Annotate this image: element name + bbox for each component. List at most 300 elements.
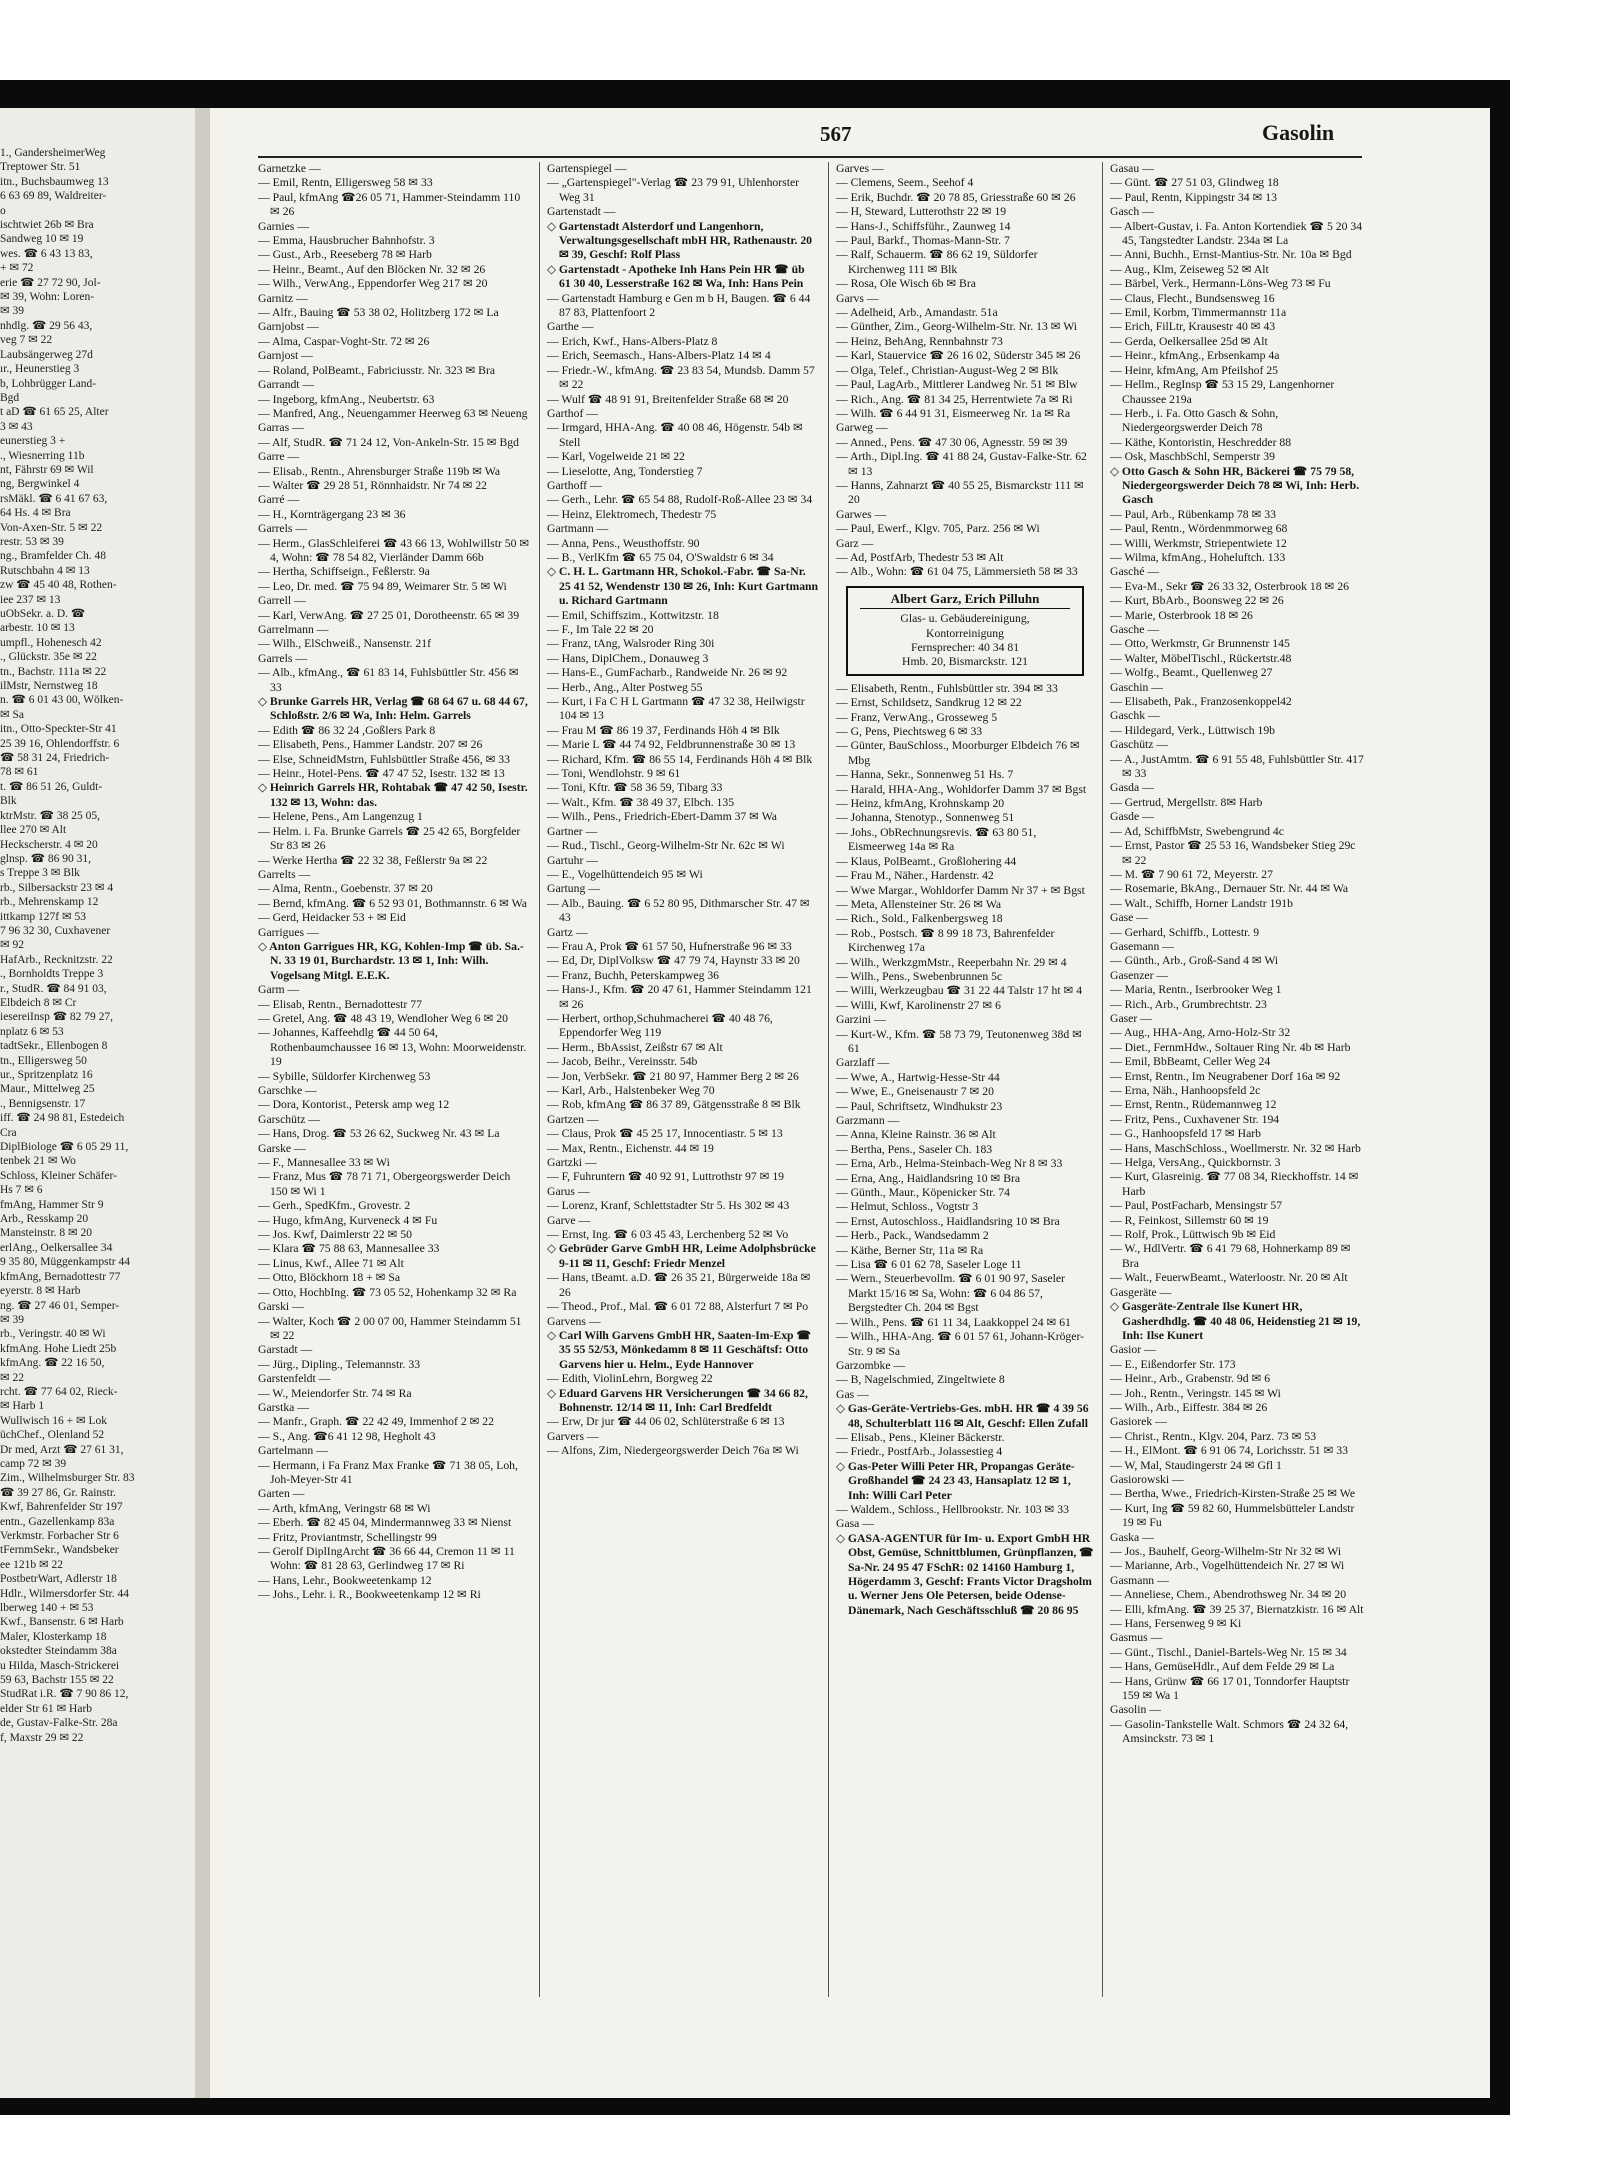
column-divider — [1102, 162, 1103, 1997]
surname-heading: Gartuhr — — [547, 853, 598, 867]
directory-entry: — Karl, Arb., Halstenbeker Weg 70 — [547, 1084, 715, 1097]
directory-entry: — Irmgard, HHA-Ang. ☎ 40 08 46, Högenstr. 54b ✉ Stell — [547, 421, 803, 449]
directory-entry: — Hans-J., Kfm. ☎ 20 47 61, Hammer Steindamm 121 ✉ 26 — [547, 983, 812, 1011]
surname-heading: Garus — — [547, 1184, 590, 1198]
directory-entry: — Eberh. ☎ 82 45 04, Mindermannweg 33 ✉ Nienst — [258, 1516, 512, 1530]
directory-entry: — Edith, ViolinLehrn, Borgweg 22 — [547, 1372, 713, 1386]
directory-entry: — Willi, Werkmstr, Striepentwiete 12 — [1110, 536, 1287, 550]
directory-entry: — Alf, StudR. ☎ 71 24 12, Von-Ankeln-Str. 15 ✉ Bgd — [258, 435, 519, 449]
directory-entry: — Paul, PostFacharb, Mensingstr 57 — [1110, 1199, 1283, 1213]
left-page-fragment: HafArb., Recknitzstr. 22 — [0, 953, 113, 966]
directory-entry: — Günth., Arb., Groß-Sand 4 ✉ Wi — [1110, 954, 1279, 968]
directory-entry: — Arth, kfmAng, Veringstr 68 ✉ Wi — [258, 1501, 431, 1515]
directory-entry: — Wilh., HHA-Ang. ☎ 6 01 57 61, Johann-Kröger-Str. 9 ✉ Sa — [836, 1330, 1085, 1358]
left-page-fragment: Elbdeich 8 ✉ Cr — [0, 996, 77, 1009]
surname-heading: Garweg — — [836, 421, 888, 435]
directory-entry: — Elisab., Pens., Kleiner Bäckerstr. — [836, 1430, 1005, 1444]
business-entry: ◇ Anton Garrigues HR, KG, Kohlen-Imp ☎ üb. Sa.-N. 33 19 01, Burchardstr. 13 ✉ 1, Inh: Wilh. Vogelsang Mitgl. E.E.K. — [258, 939, 524, 982]
left-page-fragment: Rutschbahn 4 ✉ 13 — [0, 564, 90, 577]
directory-entry: — Ernst, Schildsetz, Sandkrug 12 ✉ 22 — [836, 696, 1022, 710]
directory-entry: — H., ElMont. ☎ 6 91 06 74, Lorichsstr. 51 ✉ 33 — [1110, 1444, 1348, 1458]
surname-heading: Garrels — — [258, 522, 308, 536]
directory-entry: — Sybille, Süldorfer Kirchenweg 53 — [258, 1069, 431, 1083]
left-page-fragment: rb., Veringstr. 40 ✉ Wi — [0, 1328, 106, 1341]
directory-entry: — Helm. i. Fa. Brunke Garrels ☎ 25 42 65, Borgfelder Str 83 ✉ 26 — [258, 824, 521, 853]
directory-entry: — Heinz, BehAng, Rennbahnstr 73 — [836, 334, 1003, 348]
left-page-fragment: Hdlr., Wilmersdorfer Str. 44 — [0, 1587, 130, 1600]
surname-heading: Gasenzer — — [1110, 968, 1169, 982]
directory-entry: — Gertrud, Mergellstr. 8✉ Harb — [1110, 795, 1263, 809]
directory-entry: — Paul, Rentn, Kippingstr 34 ✉ 13 — [1110, 190, 1277, 204]
surname-heading: Gasde — — [1110, 810, 1154, 824]
directory-entry: — Ernst, Pastor ☎ 25 53 16, Wandsbeker Stieg 29c ✉ 22 — [1110, 839, 1356, 867]
left-page-fragment: tFernmSekr., Wandsbeker — [0, 1544, 119, 1557]
directory-entry: — Willi, Werkzeugbau ☎ 31 22 44 Talstr 17 ht ✉ 4 — [836, 984, 1083, 998]
ad-divider — [860, 608, 1070, 609]
surname-heading: Gasior — — [1110, 1343, 1156, 1357]
surname-heading: Garschütz — — [258, 1112, 320, 1126]
directory-entry: — Herb., Pack., Wandsedamm 2 — [836, 1229, 989, 1243]
surname-heading: Garrelmann — — [258, 623, 329, 636]
left-page-fragment: lberweg 140 + ✉ 53 — [0, 1602, 94, 1615]
directory-entry: — E., Vogelhüttendeich 95 ✉ Wi — [547, 867, 703, 881]
directory-entry: — „Gartenspiegel"-Verlag ☎ 23 79 91, Uhlenhorster Weg 31 — [547, 176, 800, 204]
column-divider — [539, 162, 540, 1997]
directory-entry: — Harald, HHA-Ang., Wohldorfer Damm 37 ✉ Bgst — [836, 782, 1087, 796]
left-page-fragment: arbestr. 10 ✉ 13 — [0, 622, 75, 635]
surname-heading: Gasa — — [836, 1517, 874, 1531]
directory-entry: — Wilh., Pens., Swebenbrunnen 5c — [836, 969, 1003, 983]
surname-heading: Garm — — [258, 983, 300, 997]
directory-entry: — Ad, SchiffbMstr, Swebengrund 4c — [1110, 824, 1284, 838]
surname-heading: Gasemann — — [1110, 939, 1174, 953]
surname-heading: Garrell — — [258, 594, 306, 608]
directory-entry: — Heinr., Beamt., Auf den Blöcken Nr. 32 ✉ 26 — [258, 262, 486, 276]
directory-entry: — Heinz, kfmAng, Krohnskamp 20 — [836, 797, 1005, 811]
directory-entry: — Frau M ☎ 86 19 37, Ferdinands Höh 4 ✉ Blk — [547, 723, 780, 737]
directory-entry: — Adelheid, Arb., Amandastr. 51a — [836, 306, 998, 320]
directory-entry: — Albert-Gustav, i. Fa. Anton Kortendiek ☎ 5 20 34 45, Tangstedter Landstr. 234a ✉ La — [1110, 219, 1363, 248]
directory-entry: — W, Mal, Staudingerstr 24 ✉ Gfl 1 — [1110, 1458, 1282, 1472]
directory-entry: — Rob, kfmAng ☎ 86 37 89, Gätgensstraße 8 ✉ Blk — [547, 1098, 801, 1112]
directory-entry: — Hans, Drog. ☎ 53 26 62, Suckweg Nr. 43 ✉ La — [258, 1127, 500, 1141]
directory-entry: — Erna, Arb., Helma-Steinbach-Weg Nr 8 ✉ 33 — [836, 1157, 1063, 1171]
directory-entry: — Ad, PostfArb, Thedestr 53 ✉ Alt — [836, 550, 1004, 564]
directory-entry: — Bärbel, Verk., Hermann-Löns-Weg 73 ✉ Fu — [1110, 277, 1331, 291]
directory-entry: — Gretel, Ang. ☎ 48 43 19, Wendloher Weg 6 ✉ 20 — [258, 1011, 508, 1025]
surname-heading: Gartung — — [547, 882, 600, 896]
business-entry: ◇ Carl Wilh Garvens GmbH HR, Saaten-Im-Exp ☎ 35 55 52/53, Mönkedamm 8 ✉ 11 Geschäftsf: Otto Garvens hier u. Helm., Eyde Hannover — [547, 1328, 812, 1371]
left-page-fragment: rb., Silbersackstr 23 ✉ 4 — [0, 881, 114, 894]
directory-entry: — Alb., kfmAng., ☎ 61 83 14, Fuhlsbüttler Str. 456 ✉ 33 — [258, 666, 519, 694]
surname-heading: Gasgeräte — — [1110, 1285, 1172, 1299]
left-page-fragment: 7 96 32 30, Cuxhavener — [0, 924, 111, 937]
directory-entry: — Wilh., WerkzgmMstr., Reeperbahn Nr. 29 ✉ 4 — [836, 955, 1067, 969]
surname-heading: Gasda — — [1110, 781, 1154, 795]
directory-entry: — Max, Rentn., Eichenstr. 44 ✉ 19 — [547, 1141, 714, 1155]
left-page-fragment: Arb., Resskamp 20 — [0, 1213, 89, 1226]
surname-heading: Garstadt — — [258, 1343, 313, 1357]
directory-entry: — Heinz, Elektromech, Thedestr 75 — [547, 507, 717, 521]
left-page-fragment: o — [0, 204, 6, 217]
left-page-fragment: ✉ 39, Wohn: Loren- — [0, 291, 95, 304]
surname-heading: Garvers — — [547, 1429, 599, 1443]
surname-heading: Garrandt — — [258, 378, 315, 392]
directory-entry: — Ralf, Schauerm. ☎ 86 62 19, Süldorfer Kirchenweg 111 ✉ Blk — [836, 248, 1038, 276]
directory-entry: — Claus, Prok ☎ 45 25 17, Innocentiastr. 5 ✉ 13 — [547, 1127, 783, 1141]
left-page-fragment: camp 72 ✉ 39 — [0, 1457, 67, 1470]
surname-heading: Garnjost — — [258, 349, 313, 363]
directory-entry: — Wilma, kfmAng., Hoheluftch. 133 — [1110, 550, 1286, 564]
surname-heading: Garthe — — [547, 320, 594, 334]
directory-entry: — Hans, DiplChem., Donauweg 3 — [547, 651, 709, 665]
directory-entry: — Wwe Margar., Wohldorfer Damm Nr 37 + ✉ Bgst — [836, 883, 1085, 897]
directory-entry: — Eva-M., Sekr ☎ 26 33 32, Osterbrook 18 ✉ 26 — [1110, 579, 1349, 593]
directory-entry: — Hans, GemüseHdlr., Auf dem Felde 29 ✉ La — [1110, 1660, 1335, 1674]
left-page-fragment: ., Glückstr. 35e ✉ 22 — [0, 651, 97, 664]
directory-entry: — Karl, VerwAng. ☎ 27 25 01, Dorotheenstr. 65 ✉ 39 — [258, 608, 520, 622]
directory-entry: — Rosemarie, BkAng., Dernauer Str. Nr. 44 ✉ Wa — [1110, 882, 1349, 896]
directory-entry: — Frau A, Prok ☎ 61 57 50, Hufnerstraße 96 ✉ 33 — [547, 939, 792, 953]
directory-entry: — Jos. Kwf, Daimlerstr 22 ✉ 50 — [258, 1228, 412, 1242]
left-page-fragment: Von-Axen-Str. 5 ✉ 22 — [0, 521, 103, 534]
surname-heading: Gartenstadt — — [547, 205, 616, 219]
left-page-fragment: Schloss, Kleiner Schäfer- — [0, 1169, 117, 1182]
business-entry: ◇ Gas-Peter Willi Peter HR, Propangas Geräte-Großhandel ☎ 24 23 43, Hansaplatz 12 ✉ 1, Inh: Willi Carl Peter — [836, 1459, 1075, 1502]
left-page-fragment: Maur., Mittelweg 25 — [0, 1083, 95, 1096]
left-page-fragment: 6 63 69 89, Waldreiter- — [0, 190, 107, 203]
directory-entry: — Anni, Buchh., Ernst-Mantius-Str. Nr. 10a ✉ Bgd — [1110, 248, 1352, 262]
directory-entry: — Hanna, Sekr., Sonnenweg 51 Hs. 7 — [836, 768, 1014, 782]
surname-heading: Gaschin — — [1110, 680, 1163, 694]
business-entry: ◇ Gartenstadt - Apotheke Inh Hans Pein HR ☎ üb 61 30 40, Lesserstraße 162 ✉ Wa, Inh: Hans Pein — [547, 262, 805, 291]
left-page-fragment: kfmAng. ☎ 22 16 50, — [0, 1357, 105, 1370]
directory-entry: — B., VerlKfm ☎ 65 75 04, O'Swaldstr 6 ✉ 34 — [547, 550, 774, 564]
surname-heading: Gasmann — — [1110, 1573, 1169, 1587]
directory-entry: — Christ., Rentn., Klgv. 204, Parz. 73 ✉ 53 — [1110, 1429, 1317, 1443]
directory-column-1 — [258, 162, 530, 2012]
directory-entry: — Käthe, Berner Str, 11a ✉ Ra — [836, 1243, 984, 1257]
business-entry: ◇ Brunke Garrels HR, Verlag ☎ 68 64 67 u. 68 44 67, Schloßstr. 2/6 ✉ Wa, Inh: Helm. Garrels — [258, 695, 528, 723]
left-page-fragment: ktrMstr. ☎ 38 25 05, — [0, 809, 100, 822]
left-page-fragment: ✉ Harb 1 — [0, 1400, 45, 1413]
business-entry: ◇ Heinrich Garrels HR, Rohtabak ☎ 47 42 50, Isestr. 132 ✉ 13, Wohn: das. — [258, 781, 528, 809]
directory-entry: — Jon, VerbSekr. ☎ 21 80 97, Hammer Berg 2 ✉ 26 — [547, 1069, 799, 1083]
surname-heading: Gartmann — — [547, 522, 609, 536]
left-page-fragment: üchChef., Olenland 52 — [0, 1429, 105, 1442]
advertisement-box — [846, 586, 1084, 676]
directory-entry: — Bernd, kfmAng. ☎ 6 52 93 01, Bothmannstr. 6 ✉ Wa — [258, 896, 527, 910]
directory-entry: — Elisabeth, Rentn., Fuhlsbüttler str. 394 ✉ 33 — [836, 681, 1058, 695]
directory-entry: — Lorenz, Kranf, Schlettstadter Str 5. Hs 302 ✉ 43 — [547, 1199, 790, 1213]
directory-entry: — Hermann, i Fa Franz Max Franke ☎ 71 38 05, Loh, Joh-Meyer-Str 41 — [258, 1458, 518, 1486]
left-page-fragment: StudRat i.R. ☎ 7 90 86 12, — [0, 1688, 129, 1701]
left-page-fragment: ., Wiesnerring 11b — [0, 449, 85, 462]
directory-entry: — Gust., Arb., Reeseberg 78 ✉ Harb — [258, 248, 432, 262]
directory-entry: — Erik, Buchdr. ☎ 20 78 85, Griesstraße 60 ✉ 26 — [836, 190, 1076, 204]
left-page-fragment: Dr med, Arzt ☎ 27 61 31, — [0, 1443, 124, 1456]
directory-entry: — Franz, VerwAng., Grosseweg 5 — [836, 710, 998, 724]
directory-entry: — Elisabeth, Pens., Hammer Landstr. 207 ✉ 26 — [258, 738, 483, 752]
directory-entry: — Erna, Ang., Haidlandsring 10 ✉ Bra — [836, 1171, 1021, 1185]
left-page-fragment: 64 Hs. 4 ✉ Bra — [0, 507, 71, 520]
directory-entry: — Ernst, Ing. ☎ 6 03 45 43, Lerchenberg 52 ✉ Vo — [547, 1228, 789, 1242]
directory-entry: — Alfr., Bauing ☎ 53 38 02, Holitzberg 172 ✉ La — [258, 306, 499, 320]
directory-entry: — Wilh., ElSchweiß., Nansenstr. 21f — [258, 637, 431, 651]
directory-entry: — Walter, Koch ☎ 2 00 07 00, Hammer Steindamm 51 ✉ 22 — [258, 1314, 522, 1342]
directory-entry: — Paul, LagArb., Mittlerer Landweg Nr. 51 ✉ Blw — [836, 378, 1078, 392]
directory-entry: — Heinr, kfmAng, Am Pfeilshof 25 — [1110, 363, 1279, 377]
directory-entry: — Friedr.-W., kfmAng. ☎ 23 83 54, Mundsb. Damm 57 ✉ 22 — [547, 363, 815, 392]
directory-entry: — Rolf, Prok., Lüttwisch 9b ✉ Eid — [1110, 1228, 1276, 1242]
directory-entry: — Alb., Bauing. ☎ 6 52 80 95, Dithmarscher Str. 47 ✉ 43 — [547, 896, 810, 925]
directory-entry: — Johs., ObRechnungsrevis. ☎ 63 80 51, Eismeerweg 14a ✉ Ra — [836, 825, 1037, 854]
left-page-fragment: 59 63, Bachstr 155 ✉ 22 — [0, 1674, 114, 1687]
directory-entry: — Hugo, kfmAng, Kurveneck 4 ✉ Fu — [258, 1213, 438, 1227]
directory-entry: — Herm., GlasSchleiferei ☎ 43 66 13, Wohlwillstr 50 ✉ 4, Wohn: ☎ 78 54 82, Vierländer Damm 66b — [258, 536, 530, 564]
directory-entry: — Klara ☎ 75 88 63, Mannesallee 33 — [258, 1242, 440, 1256]
directory-entry: — Rich., Arb., Grumbrechtstr. 23 — [1110, 997, 1267, 1011]
directory-entry: — Erna, Näh., Hanhoopsfeld 2c — [1110, 1084, 1261, 1097]
directory-entry: — Claus, Flecht., Bundsensweg 16 — [1110, 291, 1275, 305]
directory-entry: — Kurt, Glasreinig. ☎ 77 08 34, Rieckhoffstr. 14 ✉ Harb — [1110, 1170, 1359, 1198]
directory-entry: — Linus, Kwf., Allee 71 ✉ Alt — [258, 1256, 404, 1270]
page-number: 567 — [820, 122, 852, 146]
directory-entry: — H., Kornträgergang 23 ✉ 36 — [258, 507, 406, 521]
directory-entry: — Toni, Wendlohstr. 9 ✉ 61 — [547, 767, 681, 781]
directory-entry: — Gerda, Oelkersallee 25d ✉ Alt — [1110, 334, 1268, 348]
left-page-fragment: iesereiInsp ☎ 82 79 27, — [0, 1011, 114, 1024]
surname-heading: Garski — — [258, 1300, 304, 1314]
directory-entry: — Hans-J., Schiffsführ., Zaunweg 14 — [836, 219, 1011, 233]
left-page-fragment: + ✉ 72 — [0, 262, 34, 275]
directory-entry: — Günt., Tischl., Daniel-Bartels-Weg Nr. 15 ✉ 34 — [1110, 1645, 1347, 1659]
directory-entry: — Diet., FernmHdw., Soltauer Ring Nr. 4b ✉ Harb — [1110, 1040, 1351, 1054]
directory-entry: — Alma, Caspar-Voght-Str. 72 ✉ 26 — [258, 334, 430, 348]
left-page-fragment: rcht. ☎ 77 64 02, Rieck- — [0, 1385, 118, 1398]
directory-entry: — Dora, Kontorist., Petersk amp weg 12 — [258, 1098, 450, 1112]
directory-entry: — Hans-E., GumFacharb., Randweide Nr. 26 ✉ 92 — [547, 666, 788, 680]
left-page-fragment: f, Maxstr 29 ✉ 22 — [0, 1731, 84, 1744]
left-page-fragment: rsMäkl. ☎ 6 41 67 63, — [0, 492, 108, 505]
directory-entry: — Richard, Kfm. ☎ 86 55 14, Ferdinands Höh 4 ✉ Blk — [547, 752, 813, 766]
left-page-fragment: tn., Bachstr. 111a ✉ 22 — [0, 665, 107, 678]
surname-heading: Gartenspiegel — — [547, 162, 627, 175]
left-page-fragment: eunerstieg 3 + — [0, 435, 66, 448]
left-page-fragment: kfmAng. Hohe Liedt 25b — [0, 1342, 117, 1355]
directory-entry: — Frau M., Näher., Hardenstr. 42 — [836, 869, 994, 883]
directory-entry: — Jos., Bauhelf, Georg-Wilhelm-Str Nr 32 ✉ Wi — [1110, 1545, 1342, 1558]
directory-entry: — Karl, Stauervice ☎ 26 16 02, Süderstr 345 ✉ 26 — [836, 349, 1081, 363]
business-entry: ◇ GASA-AGENTUR für Im- u. Export GmbH HR Obst, Gemüse, Schnittblumen, Grünpflanzen, ☎ Sa-Nr. 24 95 47 FSchR: 02 14160 Hamburg 1, Högerdamm 3, Geschf: Frants Victor Dragsholm u. Werner Jens Ole Petersen, beide Odense-Dänemark, Nach Geschäftsschluß ☎ 20 86 95 — [836, 1531, 1094, 1617]
book-gutter — [195, 108, 210, 2098]
left-page-fragment: veg 7 ✉ 22 — [0, 334, 53, 347]
directory-entry: — Alma, Rentn., Goebenstr. 37 ✉ 20 — [258, 882, 433, 896]
surname-heading: Garske — — [258, 1141, 306, 1155]
directory-entry: — W., Meiendorfer Str. 74 ✉ Ra — [258, 1386, 412, 1400]
left-page-fragment: ittkamp 127f ✉ 53 — [0, 910, 86, 923]
left-page-fragment: ☎ 39 27 86, Gr. Rainstr. — [0, 1486, 116, 1499]
directory-entry: — Paul, Ewerf., Klgv. 705, Parz. 256 ✉ Wi — [836, 522, 1040, 536]
directory-entry: — Erich, FilLtr, Krausestr 40 ✉ 43 — [1110, 320, 1276, 334]
surname-heading: Garzombke — — [836, 1358, 906, 1372]
directory-entry: — Anned., Pens. ☎ 47 30 06, Agnesstr. 59 ✉ 39 — [836, 435, 1068, 449]
directory-entry: — Walt., Kfm. ☎ 38 49 37, Elbch. 135 — [547, 795, 735, 809]
directory-entry: — Gerh., SpedKfm., Grovestr. 2 — [258, 1199, 411, 1213]
directory-entry: — Theod., Prof., Mal. ☎ 6 01 72 88, Alsterfurt 7 ✉ Po — [547, 1300, 809, 1314]
surname-heading: Gase — — [1110, 911, 1148, 925]
left-page-fragment: uObSekr. a. D. ☎ — [0, 608, 86, 620]
directory-entry: — Günt. ☎ 27 51 03, Glindweg 18 — [1110, 176, 1279, 190]
left-page-fragment: ✉ Sa — [0, 708, 25, 721]
left-page-fragment: 1., GandersheimerWeg — [0, 147, 106, 159]
left-page-fragment: ., Bornholdts Treppe 3 — [0, 968, 104, 981]
left-page-fragment: Heckscherstr. 4 ✉ 20 — [0, 838, 98, 851]
directory-entry: — Herbert, orthop,Schuhmacherei ☎ 40 48 76, Eppendorfer Weg 119 — [547, 1011, 773, 1040]
directory-entry: — Rich., Ang. ☎ 81 34 25, Herrentwiete 7a ✉ Ri — [836, 392, 1073, 406]
directory-entry: — Willi, Kwf, Karolinenstr 27 ✉ 6 — [836, 998, 1001, 1012]
left-page-fragment: Blk — [0, 795, 17, 808]
directory-entry: — R, Feinkost, Sillemstr 60 ✉ 19 — [1110, 1213, 1269, 1227]
surname-heading: Gartzki — — [547, 1156, 597, 1170]
surname-heading: Garnjobst — — [258, 320, 319, 334]
business-entry: ◇ Otto Gasch & Sohn HR, Bäckerei ☎ 75 79 58, Niedergeorgswerder Deich 78 ✉ Wi, Inh: Herb. Gasch — [1110, 464, 1360, 507]
left-page-fragment: n. ☎ 6 01 43 00, Wölken- — [0, 694, 124, 707]
left-page-fragment: 78 ✉ 61 — [0, 766, 39, 779]
directory-entry: — Elisabeth, Pak., Franzosenkoppel42 — [1110, 695, 1292, 709]
directory-entry: — Johs., Lehr. i. R., Bookweetenkamp 12 ✉ Ri — [258, 1588, 481, 1602]
directory-column-4 — [1110, 162, 1368, 2012]
left-page-fragment: tn., Elligersweg 50 — [0, 1054, 87, 1067]
directory-entry: — Marie, Osterbrook 18 ✉ 26 — [1110, 608, 1253, 622]
directory-entry: — Erw, Dr jur ☎ 44 06 02, Schlüterstraße 6 ✉ 13 — [547, 1415, 785, 1429]
business-entry: ◇ Gas-Geräte-Vertriebs-Ges. mbH. HR ☎ 4 39 56 48, Schulterblatt 116 ✉ Alt, Geschf: Ellen Zufall — [836, 1402, 1089, 1430]
directory-entry: — Gerh., Lehr. ☎ 65 54 88, Rudolf-Roß-Allee 23 ✉ 34 — [547, 493, 813, 507]
directory-entry: — A., JustAmtm. ☎ 6 91 55 48, Fuhlsbüttler Str. 417 ✉ 33 — [1110, 752, 1364, 781]
directory-entry: — S., Ang. ☎6 41 12 98, Hegholt 43 — [258, 1429, 436, 1443]
left-page-fragment: Verkmstr. Forbacher Str 6 — [0, 1530, 119, 1542]
left-page-fragment: ✉ 39 — [0, 305, 25, 318]
directory-entry: — Wilh. ☎ 6 44 91 31, Eismeerweg Nr. 1a ✉ Ra — [836, 406, 1071, 420]
left-page-fragment: eyerstr. 8 ✉ Harb — [0, 1285, 81, 1298]
directory-entry: — Paul, Barkf., Thomas-Mann-Str. 7 — [836, 234, 1010, 248]
left-page-fragment: Mansteinstr. 8 ✉ 20 — [0, 1227, 93, 1240]
directory-entry: — Günth., Maur., Köpenicker Str. 74 — [836, 1186, 1010, 1200]
directory-entry: — Ernst, Autoschloss., Haidlandsring 10 ✉ Bra — [836, 1214, 1060, 1228]
surname-heading: Garnies — — [258, 219, 309, 233]
surname-heading: Gasolin — — [1110, 1703, 1161, 1717]
directory-entry: — Hellm., RegInsp ☎ 53 15 29, Langenhorner Chaussee 219a — [1110, 378, 1335, 406]
left-page-fragment: rb., Mehrenskamp 12 — [0, 896, 99, 909]
surname-heading: Gartelmann — — [258, 1444, 328, 1458]
left-facing-page-strip — [0, 108, 195, 2098]
directory-entry: — Wwe, E., Gneisenaustr 7 ✉ 20 — [836, 1085, 994, 1099]
directory-entry: — Wilh., VerwAng., Eppendorfer Weg 217 ✉ 20 — [258, 277, 488, 291]
business-entry: ◇ C. H. L. Gartmann HR, Schokol.-Fabr. ☎ Sa-Nr. 25 41 52, Wendenstr 130 ✉ 26, Inh: Kurt Gartmann u. Richard Gartmann — [547, 565, 819, 608]
directory-entry: — Hans, MaschSchloss., Woellmerstr. Nr. 32 ✉ Harb — [1110, 1141, 1361, 1155]
left-page-fragment: ur., Spritzenplatz 16 — [0, 1069, 93, 1081]
directory-entry: — H, Steward, Lutterothstr 22 ✉ 19 — [836, 205, 1007, 219]
surname-heading: Garstka — — [258, 1400, 309, 1414]
surname-heading: Gartner — — [547, 824, 598, 838]
surname-heading: Garstenfeldt — — [258, 1372, 331, 1386]
directory-entry: — Otto, Werkmstr, Gr Brunnenstr 145 — [1110, 637, 1290, 651]
directory-entry: — Wulf ☎ 48 91 91, Breitenfelder Straße 68 ✉ 20 — [547, 392, 789, 406]
directory-entry: — Werke Hertha ☎ 22 32 38, Feßlerstr 9a ✉ 22 — [258, 853, 488, 867]
directory-entry: — Walter, MöbelTischl., Rückertstr.48 — [1110, 651, 1292, 665]
directory-entry: — Toni, Kftr. ☎ 58 36 59, Tibarg 33 — [547, 781, 723, 795]
directory-entry: — Hildegard, Verk., Lüttwisch 19b — [1110, 723, 1276, 737]
directory-entry: — Emma, Hausbrucher Bahnhofstr. 3 — [258, 234, 435, 248]
directory-entry: — Hans, Grünw ☎ 66 17 01, Tonndorfer Hauptstr 159 ✉ Wa 1 — [1110, 1674, 1350, 1703]
directory-entry: — Ed, Dr, DiplVolksw ☎ 47 79 74, Haynstr 33 ✉ 20 — [547, 954, 800, 968]
directory-entry: — Erich, Seemasch., Hans-Albers-Platz 14 ✉ 4 — [547, 349, 771, 363]
directory-entry: — Olga, Telef., Christian-August-Weg 2 ✉ Blk — [836, 363, 1059, 377]
left-page-fragment: kfmAng, Bernadottestr 77 — [0, 1270, 121, 1283]
left-page-fragment: s Treppe 3 ✉ Blk — [0, 867, 80, 880]
directory-entry: — Franz, tAng, Walsroder Ring 30i — [547, 637, 715, 651]
header-rule — [258, 156, 1362, 158]
column-divider — [828, 162, 829, 1997]
directory-entry: — Emil, BbBeamt, Celler Weg 24 — [1110, 1055, 1271, 1069]
directory-entry: — Klaus, PolBeamt., Großlohering 44 — [836, 854, 1017, 868]
directory-entry: — Arth., Dipl.Ing. ☎ 41 88 24, Gustav-Falke-Str. 62 ✉ 13 — [836, 450, 1087, 478]
left-page-fragment: nhdlg. ☎ 29 56 43, — [0, 319, 93, 332]
directory-entry: — Lieselotte, Ang, Tonderstieg 7 — [547, 464, 703, 478]
surname-heading: Garnetzke — — [258, 162, 321, 175]
directory-entry: — Anna, Kleine Rainstr. 36 ✉ Alt — [836, 1128, 996, 1142]
surname-heading: Garwes — — [836, 507, 887, 521]
surname-heading: Garre — — [258, 450, 300, 464]
directory-column-3 — [836, 162, 1094, 2012]
directory-entry: — Waldem., Schloss., Hellbrookstr. Nr. 103 ✉ 33 — [836, 1502, 1069, 1516]
directory-entry: — W., HdlVertr. ☎ 6 41 79 68, Hohnerkamp 89 ✉ Bra — [1110, 1242, 1351, 1270]
left-page-fragment: Hs 7 ✉ 6 — [0, 1184, 43, 1197]
directory-entry: — Anneliese, Chem., Abendrothsweg Nr. 34 ✉ 20 — [1110, 1588, 1347, 1602]
directory-entry: — Leo, Dr. med. ☎ 75 94 89, Weimarer Str. 5 ✉ Wi — [258, 579, 507, 593]
business-entry: ◇ Eduard Garvens HR Versicherungen ☎ 34 66 82, Bohnenstr. 12/14 ✉ 11, Inh: Carl Bredfeldt — [547, 1386, 808, 1414]
surname-heading: Gasiorek — — [1110, 1415, 1167, 1429]
left-page-fragment: llee 270 ✉ Alt — [0, 824, 67, 837]
directory-entry: — Wilh., Arb., Eiffestr. 384 ✉ 26 — [1110, 1400, 1268, 1414]
directory-entry: — Jürg., Dipling., Telemannstr. 33 — [258, 1357, 421, 1371]
directory-entry: — Rosa, Ole Wisch 6b ✉ Bra — [836, 277, 976, 291]
directory-entry: — Alb., Wohn: ☎ 61 04 75, Lämmersieth 58 ✉ 33 — [836, 565, 1078, 579]
left-page-fragment: okstedter Steindamm 38a — [0, 1645, 117, 1658]
directory-entry: — Erich, Kwf., Hans-Albers-Platz 8 — [547, 334, 718, 348]
left-page-fragment: DiplBiologe ☎ 6 05 29 11, — [0, 1141, 129, 1154]
left-page-fragment: Zim., Wilhelmsburger Str. 83 — [0, 1472, 135, 1485]
surname-heading: Garthoff — — [547, 478, 602, 492]
surname-heading: Garves — — [836, 162, 884, 175]
left-page-fragment: itn., Otto-Speckter-Str 41 — [0, 723, 117, 736]
directory-entry: — Wilh., Pens., Friedrich-Ebert-Damm 37 ✉ Wa — [547, 810, 777, 824]
directory-entry: — Roland, PolBeamt., Fabriciusstr. Nr. 323 ✉ Bra — [258, 363, 496, 377]
directory-entry: — Hertha, Schiffseign., Feßlerstr. 9a — [258, 565, 430, 579]
surname-heading: Garve — — [547, 1213, 591, 1227]
directory-entry: — Helga, VersAng., Quickbornstr. 3 — [1110, 1156, 1281, 1170]
surname-heading: Gasmus — — [1110, 1631, 1163, 1645]
directory-entry: — Hans, Fersenweg 9 ✉ Ki — [1110, 1617, 1242, 1631]
directory-entry: — Aug., HHA-Ang, Arno-Holz-Str 32 — [1110, 1026, 1291, 1040]
directory-entry: — Heinr., Hotel-Pens. ☎ 47 47 52, Isestr. 132 ✉ 13 — [258, 767, 505, 781]
surname-heading: Garthof — — [547, 406, 598, 420]
directory-entry: — Karl, Vogelweide 21 ✉ 22 — [547, 450, 685, 464]
directory-entry: — Ingeborg, kfmAng., Neubertstr. 63 — [258, 392, 435, 406]
left-page-fragment: r., StudR. ☎ 84 91 03, — [0, 982, 107, 995]
directory-entry: — G., Hanhoopsfeld 17 ✉ Harb — [1110, 1127, 1261, 1141]
directory-entry: — Lisa ☎ 6 01 62 78, Saseler Loge 11 — [836, 1258, 1022, 1272]
